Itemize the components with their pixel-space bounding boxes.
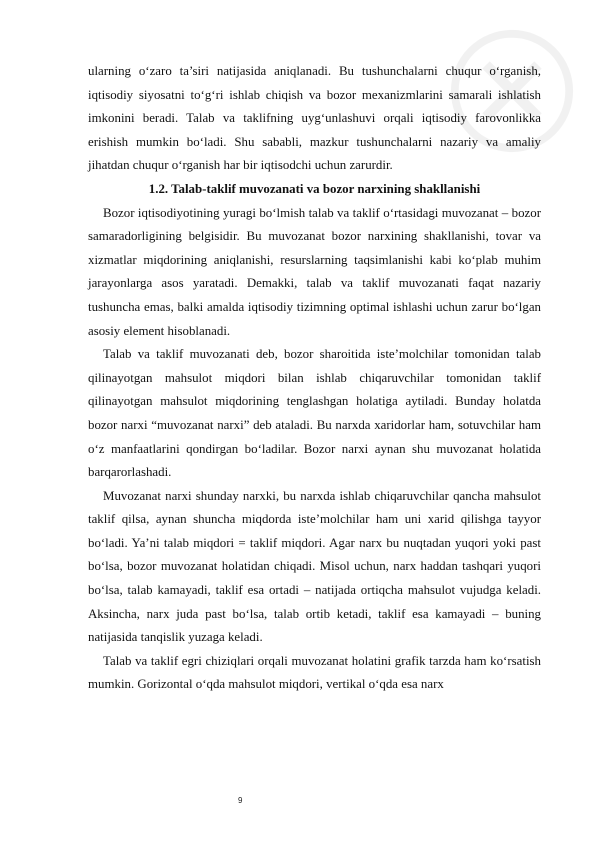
document-page bbox=[88, 60, 541, 697]
paragraph-equilibrium-heart: Bozor iqtisodiyotining yuragi bo‘lmish talab va taklif o‘rtasidagi muvozanat – bozor samaradorligining belgisidir. Bu muvozanat bozor narxining shakllanishi, tovar va xizmatlar miqdorining aniqlanishi, resurslarning taqsimlanishi kabi ko‘plab muhim jarayonlarga asos yaratadi. Demakki, talab va taklif muvozanati faqat nazariy tushuncha emas, balki amalda iqtisodiy tizimning optimal ishlashi uchun zarur bo‘lgan asosiy element hisoblanadi. bbox=[88, 205, 541, 338]
section-heading: 1.2. Talab-taklif muvozanati va bozor narxining shakllanishi bbox=[148, 181, 481, 196]
paragraph-equilibrium-definition: Talab va taklif muvozanati deb, bozor sharoitida iste’molchilar tomonidan talab qilinayotgan mahsulot miqdori bilan ishlab chiqaruvchilar tomonidan taklif qilinayotgan mahsulot miqdorining tenglashgan holatiga aytiladi. Bunday holatda bozor narxi “muvozanat narxi” deb ataladi. Bu narxda xaridorlar ham, sotuvchilar ham o‘z manfaatlarini qondirgan bo‘ladilar. Bozor narxi aynan shu muvozanat holatida barqarorlashadi. bbox=[88, 347, 541, 480]
paragraph-graph: Talab va taklif egri chiziqlari orqali muvozanat holatini grafik tarzda ham ko‘rsatish mumkin. Gorizontal o‘qda mahsulot miqdori, vertikal o‘qda esa narx bbox=[88, 653, 541, 692]
page-number: 9 bbox=[238, 796, 243, 805]
paragraph-equilibrium-price: Muvozanat narxi shunday narxki, bu narxda ishlab chiqaruvchilar qancha mahsulot taklif qilsa, aynan shuncha miqdorda iste’molchilar ham uni xarid qilishga tayyor bo‘ladi. Ya’ni talab miqdori = taklif miqdori. Agar narx bu nuqtadan yuqori yoki past bo‘lsa, bozor muvozanat holatidan chiqadi. Misol uchun, narx haddan tashqari yuqori bo‘lsa, talab kamayadi, taklif esa ortadi – natijada ortiqcha mahsulot vujudga keladi. Aksincha, narx juda past bo‘lsa, talab ortib ketadi, taklif esa kamayadi – buning natijasida tanqislik yuzaga keladi. bbox=[88, 488, 541, 645]
paragraph-intro: ularning o‘zaro ta’siri natijasida aniqlanadi. Bu tushunchalarni chuqur o‘rganish, iqtisodiy siyosatni to‘g‘ri ishlab chiqish va bozor mexanizmlarini samarali ishlatish imkonini beradi. Talab va taklifning uyg‘unlashuvi orqali iqtisodiy farovonlikka erishish mumkin bo‘ladi. Shu sababli, mazkur tushunchalarni nazariy va amaliy jihatdan chuqur o‘rganish har bir iqtisodchi uchun zarurdir. bbox=[88, 64, 541, 173]
